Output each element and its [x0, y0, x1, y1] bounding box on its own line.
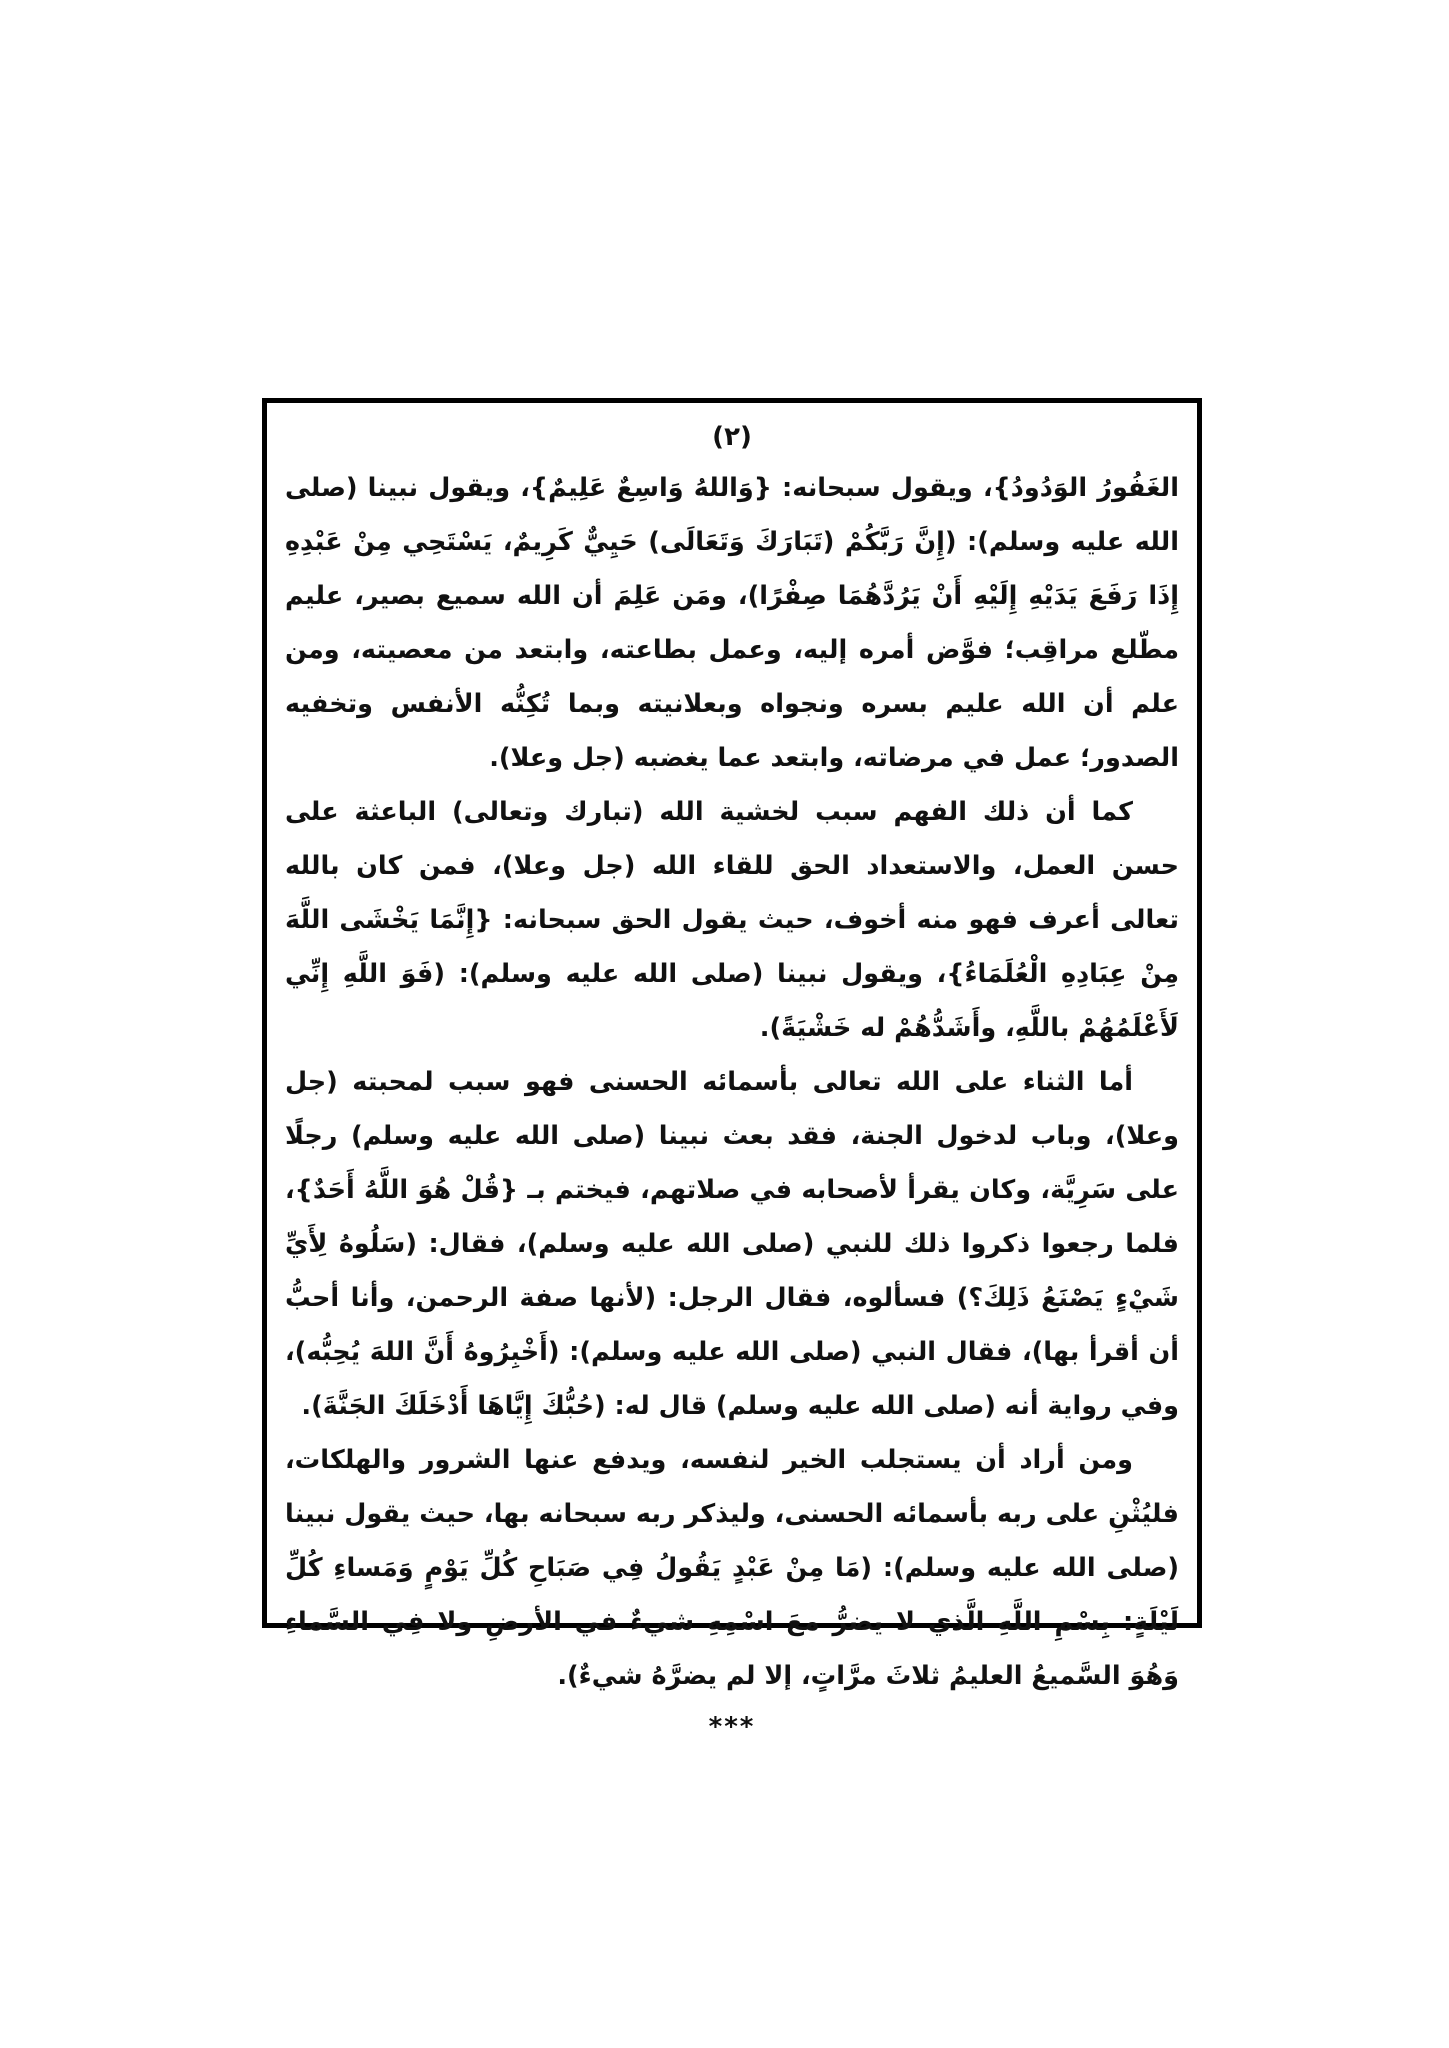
paragraph-3: أما الثناء على الله تعالى بأسمائه الحسنى فهو سبب لمحبته (جل وعلا)، وباب لدخول الجنة، فقد بعث نبينا (صلى الله عليه وسلم) رجلًا على سَرِيَّة، وكان يقرأ لأصحابه في صلاتهم، فيختم بـ {قُلْ هُوَ اللَّهُ أَحَدٌ}، فلما رجعوا ذكروا ذلك للنبي (صلى الله عليه وسلم)، فقال: (سَلُوهُ لِأَيِّ شَيْءٍ يَصْنَعُ ذَلِكَ؟) فسألوه، فقال الرجل: (لأنها صفة الرحمن، وأنا أحبُّ أن أقرأ بها)، فقال النبي (صلى الله عليه وسلم): (أَخْبِرُوهُ أَنَّ اللهَ يُحِبُّه)، وفي رواية أنه (صلى الله عليه وسلم) قال له: (حُبُّكَ إِيَّاهَا أَدْخَلَكَ الجَنَّةَ).	[285, 1067, 1179, 1421]
page-number: (٢)	[712, 422, 752, 452]
paragraph-4: ومن أراد أن يستجلب الخير لنفسه، ويدفع عنها الشرور والهلكات، فليُثْنِ على ربه بأسمائه الحسنى، وليذكر ربه سبحانه بها، حيث يقول نبينا (صلى الله عليه وسلم): (مَا مِنْ عَبْدٍ يَقُولُ فِي صَبَاحِ كُلِّ يَوْمٍ وَمَساءِ كُلِّ لَيْلَةٍ: بِسْمِ اللَّهِ الَّذي لا يضرُّ معَ اسْمِهِ شيءٌ في الأرضِ ولا فِي السَّماءِ وَهُوَ السَّميعُ العليمُ ثلاثَ مرَّاتٍ، إلا لم يضرَّهُ شيءٌ).	[285, 1445, 1179, 1691]
page-content	[285, 417, 1179, 1747]
end-marker: ***	[708, 1712, 756, 1742]
paragraph-2: كما أن ذلك الفهم سبب لخشية الله (تبارك وتعالى) الباعثة على حسن العمل، والاستعداد الحق للقاء الله (جل وعلا)، فمن كان بالله تعالى أعرف فهو منه أخوف، حيث يقول الحق سبحانه: {إِنَّمَا يَخْشَى اللَّهَ مِنْ عِبَادِهِ الْعُلَمَاءُ}، ويقول نبينا (صلى الله عليه وسلم): (فَوَ اللَّهِ إِنِّي لَأَعْلَمُهُمْ باللَّهِ، وأَشَدُّهُمْ له خَشْيَةً).	[285, 797, 1179, 1043]
page-frame	[262, 398, 1202, 1742]
paragraph-1: الغَفُورُ الوَدُودُ}، ويقول سبحانه: {وَاللهُ وَاسِعٌ عَلِيمٌ}، ويقول نبينا (صلى الله عليه وسلم): (إِنَّ رَبَّكُمْ (تَبَارَكَ وَتَعَالَى) حَيِيٌّ كَرِيمٌ، يَسْتَحِي مِنْ عَبْدِهِ إِذَا رَفَعَ يَدَيْهِ إِلَيْهِ أَنْ يَرُدَّهُمَا صِفْرًا)، ومَن عَلِمَ أن الله سميع بصير، عليم مطّلع مراقِب؛ فوَّض أمره إليه، وعمل بطاعته، وابتعد من معصيته، ومن علم أن الله عليم بسره ونجواه وبعلانيته وبما تُكِنُّه الأنفس وتخفيه الصدور؛ عمل في مرضاته، وابتعد عما يغضبه (جل وعلا).	[285, 473, 1179, 773]
